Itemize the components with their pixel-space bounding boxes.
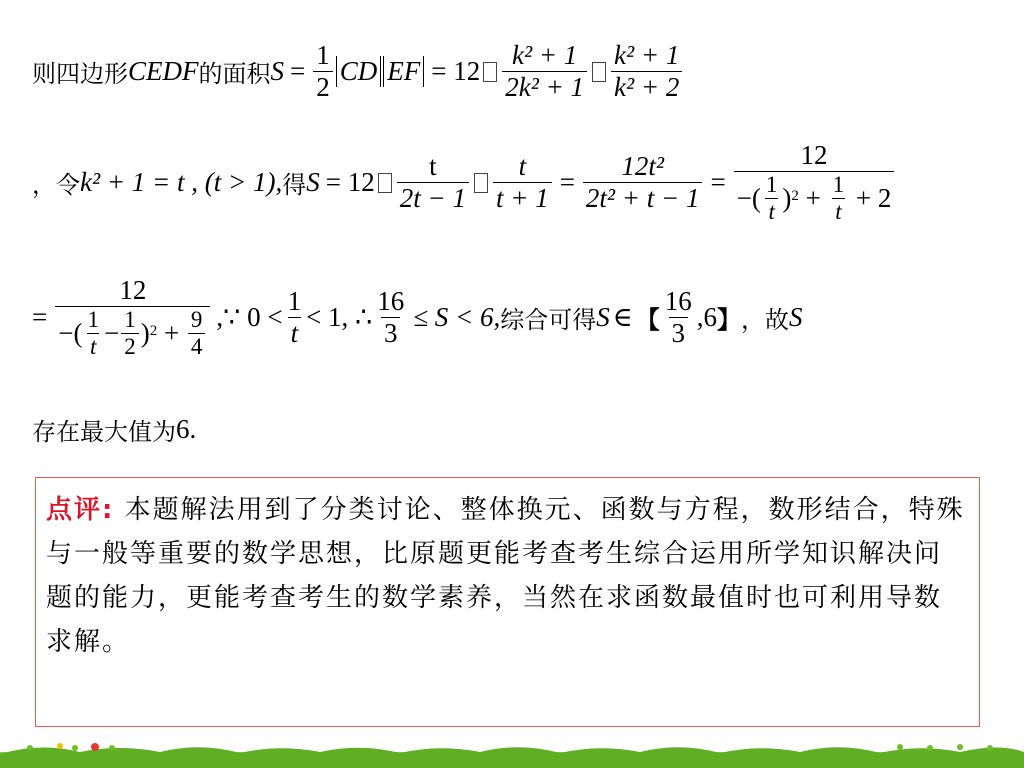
row3-gu: ，故 [741,306,790,335]
row3-lbracket: 【 [635,306,660,335]
row1-cd: CD [336,56,382,87]
row3-frac-1t: $\frac{1}{t}$ [287,286,302,349]
row2-frac-3: $\frac{\text{12t²}}{\text{2t² + t − 1}}$ [583,151,703,214]
row1-cedf: CEDF [128,56,199,87]
row2-frac-4: 12 −( $\frac{1}{t}$ ) $^2$ + $\frac{1}{t}$ + 2 [734,140,895,226]
comment-colon: : [102,495,115,525]
row2-cond: k² + 1 = t , (t > 1), [80,167,283,198]
row1-prefix: 则四边形 [32,60,128,89]
row3-frac-16-3: $\frac{16}{3}$ [377,286,405,349]
comment-tag: 点评 [46,495,103,525]
row2-eq2: = [710,167,726,198]
formula-row-1 [32,40,684,103]
formula-row-3 [32,275,803,361]
row3-frac-main: 12 −( $\frac{1}{t}$ − $\frac{1}{2}$ ) $^2$ + $\frac{9}{4}$ [55,275,210,361]
row2-frac-2: $\frac{t}{t + 1}$ [493,151,552,214]
row1-S: S [270,56,284,87]
row2-frac-1: $\frac{t}{2t - 1}$ [397,151,469,214]
row3-leS: ≤ S < 6, [413,302,501,333]
comment-box [35,477,980,727]
placeholder-glyph [483,62,497,82]
row2-eq: = [559,167,575,198]
row3-S: S [596,302,610,333]
row1-half: $\frac{1}{2}$ [313,40,333,103]
row4-text: 存在最大值为 [32,418,176,446]
row3-because: ,∵ 0 < [216,302,283,333]
row3-rbracket: 】 [717,306,742,335]
grass-footer-decoration [0,738,1024,768]
comment-body: 本题解法用到了分类讨论、整体换元、函数与方程，数形结合，特殊与一般等重要的数学思想，比原题更能考查考生综合运用所学知识解决问题的能力，更能考查考生的数学素养，当然在求函数最值时也可利用导数求解。 [46,495,965,657]
row3-frac-16-3-b: $\frac{16}{3}$ [664,286,692,349]
placeholder-glyph [474,173,488,193]
row2-de: 得 [282,171,307,200]
row3-in: ∈ [612,302,633,333]
row3-eq: = [32,302,48,333]
row1-mid: 的面积 [198,60,271,89]
row3-lt1: < 1, ∴ [306,302,373,333]
row1-ef: EF [383,56,424,87]
placeholder-glyph [378,173,392,193]
row2-eq12: = 12 [325,167,375,198]
row3-zonghe: 综合可得 [500,306,597,335]
row2-S: S [306,167,320,198]
row3-six: ,6 [696,302,718,333]
row1-frac-1: $\frac{\text{k² + 1}}{\text{2k² + 1}}$ [502,40,587,103]
formula-row-4 [32,412,196,447]
placeholder-glyph [592,62,606,82]
row1-frac-2: $\frac{\text{k² + 1}}{\text{k² + 2}}$ [611,40,682,103]
row3-S2: S [789,302,803,333]
formula-row-2 [32,140,896,226]
row2-prefix: ，令 [32,171,80,200]
row4-value: 6. [176,414,197,444]
row1-eq: = [290,56,306,87]
row1-eq12: = 12 [431,56,481,87]
